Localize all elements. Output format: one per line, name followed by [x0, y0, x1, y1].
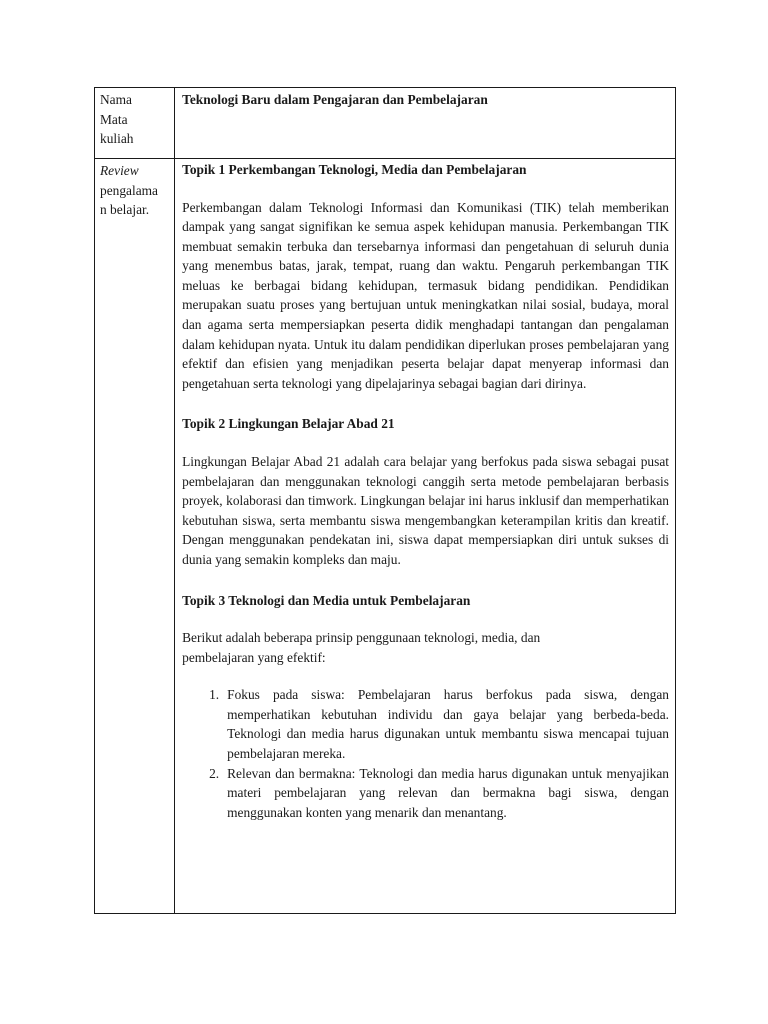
course-name-label — [95, 88, 175, 159]
list-item-text: Relevan dan bermakna: Teknologi dan media harus digunakan untuk menyajikan materi pembelajaran yang relevan dan bermakna bagi siswa, dengan menggunakan konten yang menarik dan menantang. — [227, 765, 669, 820]
course-title: Teknologi Baru dalam Pengajaran dan Pembelajaran — [182, 92, 488, 107]
list-item-number: 2. — [209, 765, 220, 781]
topic-3-intro-line: pembelajaran yang efektif: — [182, 649, 326, 665]
course-name-label-line: Mata — [100, 111, 128, 127]
topic-2-body: Lingkungan Belajar Abad 21 adalah cara belajar yang berfokus pada siswa sebagai pusat pembelajaran dan menggunakan teknologi canggih serta metode pembelajaran berbasis proyek, kolaborasi dan timwork. Lingkungan belajar ini harus inklusif dan memperhatikan kebutuhan siswa, serta membantu siswa mengembangkan keterampilan kritis dan kreatif. Dengan menggunakan pendekatan ini, siswa dapat mempersiapkan diri untuk sukses di dunia yang semakin kompleks dan maju. — [182, 453, 669, 567]
principles-list — [182, 685, 669, 822]
course-review-table — [94, 87, 676, 914]
review-label-line: n belajar. — [100, 202, 150, 217]
course-name-row — [95, 88, 676, 159]
list-item-number: 1. — [209, 687, 220, 703]
learning-review-label — [95, 159, 175, 914]
topic-1-body: Perkembangan dalam Teknologi Informasi dan Komunikasi (TIK) telah memberikan dampak yang sangat signifikan ke semua aspek kehidupan manusia. Perkembangan TIK membuat semakin terbuka dan tersebarnya informasi dan pengetahuan di seluruh dunia yang menembus batas, jarak, tempat, ruang dan waktu. Pengaruh perkembangan TIK meluas ke berbagai bidang kehidupan, termasuk bidang pendidikan. Pendidikan merupakan suatu proses yang bertujuan untuk meningkatkan nilai sosial, budaya, moral dan agama serta mempersiapkan peserta didik menghadapi tantangan dan pengalaman dalam kehidupan nyata. Untuk itu dalam pendidikan diperlukan proses pembelajaran yang efektif dan efisien yang menjadikan peserta belajar dapat menyerap informasi dan pengetahuan serta teknologi yang dipelajarinya sebagai bagian dari dirinya. — [182, 199, 669, 391]
topic-3-intro — [182, 628, 669, 667]
review-label-line: pengalama — [100, 182, 158, 198]
learning-review-row — [95, 159, 676, 914]
course-name-label-line: Nama — [100, 92, 132, 107]
course-name-label-line: kuliah — [100, 131, 134, 146]
learning-review-content — [175, 159, 676, 914]
list-item — [182, 764, 669, 823]
course-name-value-cell — [175, 88, 676, 159]
topic-3-heading: Topik 3 Teknologi dan Media untuk Pembelajaran — [182, 592, 471, 608]
topic-1-heading: Topik 1 Perkembangan Teknologi, Media dan Pembelajaran — [182, 162, 527, 177]
topic-2-heading: Topik 2 Lingkungan Belajar Abad 21 — [182, 416, 395, 432]
list-item-text: Fokus pada siswa: Pembelajaran harus berfokus pada siswa, dengan memperhatikan kebutuhan individu dan gaya belajar yang berbeda-beda. Teknologi dan media harus digunakan untuk membantu siswa mencapai tujuan pembelajaran mereka. — [227, 687, 669, 761]
review-label-italic: Review — [100, 163, 139, 178]
list-item — [182, 685, 669, 763]
topic-3-intro-line: Berikut adalah beberapa prinsip penggunaan teknologi, media, dan — [182, 630, 541, 645]
